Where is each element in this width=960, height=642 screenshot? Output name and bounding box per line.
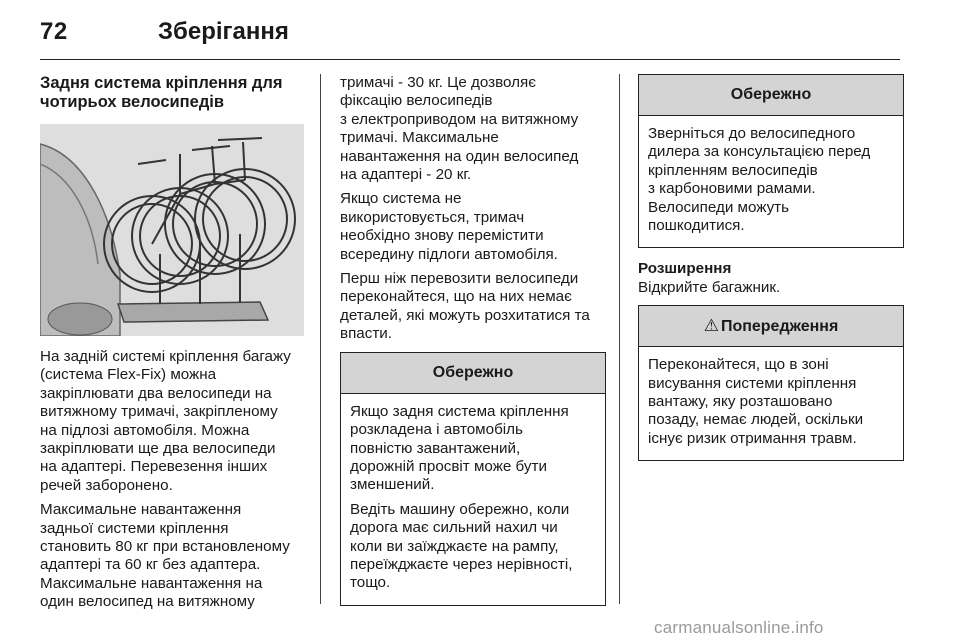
watermark: carmanualsonline.info	[654, 618, 824, 637]
warning-body	[639, 347, 903, 460]
caution-paragraph: Якщо задня система кріплення розкладена і автомобіль повністю завантажений, дорожній просвіт може бути зменшений.	[350, 402, 569, 494]
section-title: Зберігання	[158, 18, 289, 45]
body-paragraph: Перш ніж перевозити велосипеди переконайтеся, що на них немає деталей, які можуть розхитатися та впасти.	[340, 270, 590, 343]
caution-body	[341, 394, 605, 605]
warning-header	[639, 306, 903, 347]
page-number: 72	[40, 18, 68, 45]
body-paragraph: тримачі - 30 кг. Це дозволяє фіксацію велосипедів з електроприводом на витяжному тримачі. Максимальне навантаження на один велосипед на адаптері - 20 кг.	[340, 74, 579, 184]
column-2	[340, 74, 606, 618]
warning-paragraph: Переконайтеся, що в зоні висування системи кріплення вантажу, яку розташовано позаду, немає людей, оскільки існує ризик отримання травм.	[648, 356, 864, 447]
article-heading: Задня система кріплення для чотирьох велосипедів	[40, 74, 283, 111]
caution-box	[340, 352, 606, 606]
column-divider	[619, 74, 620, 604]
body-paragraph: На задній системі кріплення багажу (система Flex-Fix) можна закріплювати два велосипеди на витяжному тримачі, закріпленому на підлозі автомобіля. Можна закріплювати ще два велосипеди на адаптері. Перевезення інших речей заборонено.	[40, 348, 291, 494]
subheading: Розширення	[638, 260, 732, 278]
body-paragraph: Відкрийте багажник.	[638, 278, 781, 296]
caution-body	[639, 116, 903, 247]
warning-title: Попередження	[720, 318, 839, 336]
bike-carrier-drawing	[40, 124, 304, 336]
caution-box	[638, 74, 904, 248]
body-paragraph: Якщо система не використовується, тримач необхідно знову перемістити всередину підлоги автомобіля.	[340, 190, 558, 263]
body-paragraph: Максимальне навантаження задньої системи кріплення становить 80 кг при встановленому адаптері та 60 кг без адаптера. Максимальне навантаження на один велосипед на витяжному	[40, 501, 290, 611]
caution-paragraph: Зверніться до велосипедного дилера за консультацією перед кріпленням велосипедів з карбоновими рамами. Велосипеди можуть пошкодитися.	[648, 125, 871, 235]
header-divider	[40, 59, 900, 60]
caution-title: Обережно	[341, 353, 605, 394]
column-divider	[320, 74, 321, 604]
warning-box	[638, 305, 904, 461]
caution-paragraph: Ведіть машину обережно, коли дорога має сильний нахил чи коли ви заїжджаєте на рампу, переїжджаєте через нерівності, тощо.	[350, 500, 573, 592]
rear-bike-carrier-illustration	[40, 124, 304, 336]
warning-triangle-icon: ⚠	[703, 316, 719, 336]
page-header	[40, 18, 900, 52]
column-3	[638, 74, 904, 473]
column-1	[40, 74, 308, 618]
caution-title: Обережно	[639, 75, 903, 116]
